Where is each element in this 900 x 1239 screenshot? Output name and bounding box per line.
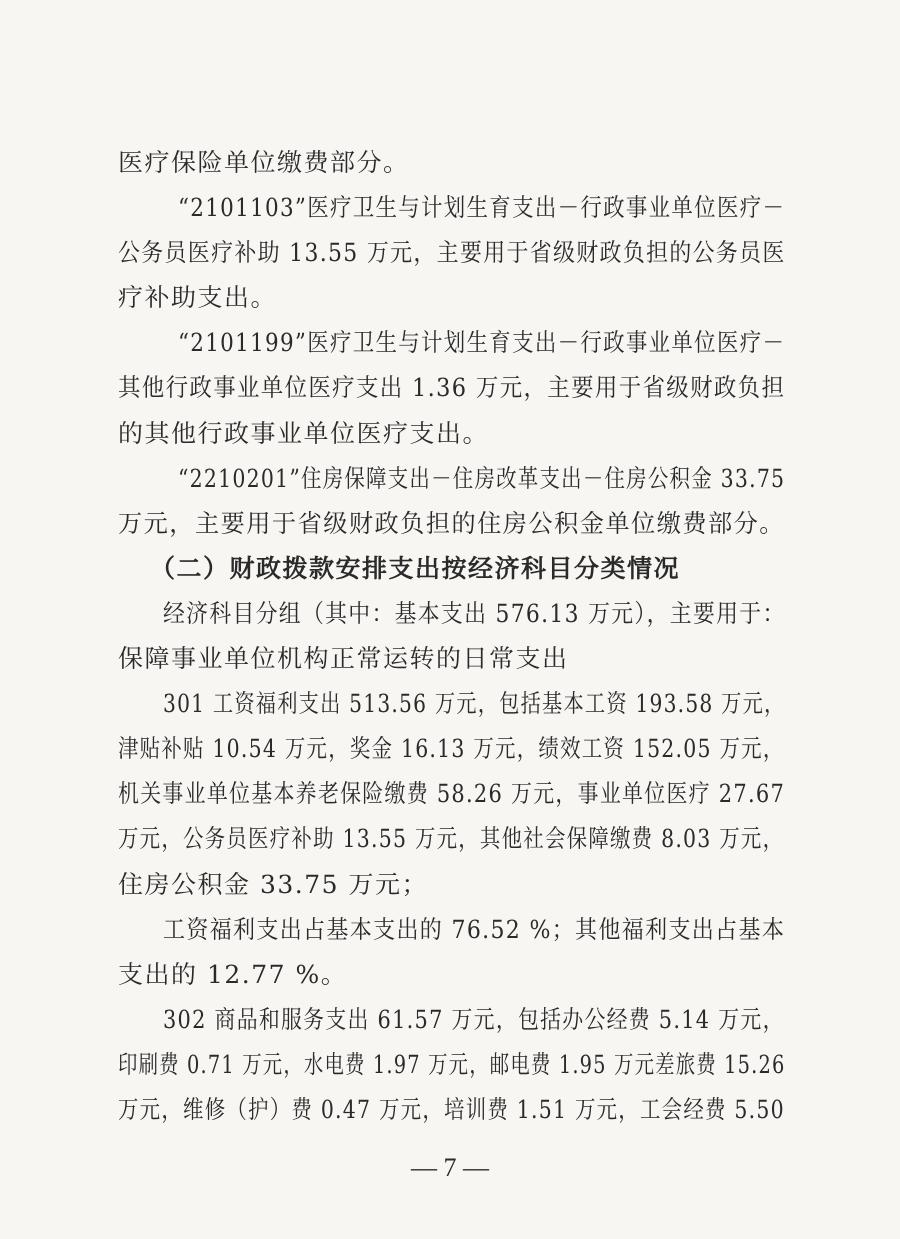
line-text: 机关事业单位基本养老保险缴费 58.26 万元，事业单位医疗 27.67	[118, 779, 786, 808]
line-text: “2101199”医疗卫生与计划生育支出－行政事业单位医疗－	[178, 328, 786, 357]
line-text: “2210201”住房保障支出－住房改革支出－住房公积金 33.75	[178, 464, 786, 493]
line-text: 住房公积金 33.75 万元；	[118, 870, 428, 899]
line-text: 万元，维修（护）费 0.47 万元，培训费 1.51 万元，工会经费 5.50	[118, 1095, 785, 1124]
line-text: 万元，主要用于省级财政负担的住房公积金单位缴费部分。	[118, 509, 785, 538]
heading-text: （二）财政拨款安排支出按经济科目分类情况	[150, 554, 681, 583]
line-text: 302 商品和服务支出 61.57 万元，包括办公经费 5.14 万元，	[163, 1005, 785, 1034]
line-text: 疗补助支出。	[118, 283, 278, 312]
line-text: 经济科目分组（其中：基本支出 576.13 万元），主要用于：	[163, 599, 786, 628]
page-number: — 7 —	[411, 1153, 489, 1182]
line-text: 医疗保险单位缴费部分。	[118, 148, 410, 177]
line-text: 万元，公务员医疗补助 13.55 万元，其他社会保障缴费 8.03 万元，	[118, 824, 785, 853]
line-text: “2101103”医疗卫生与计划生育支出－行政事业单位医疗－	[178, 193, 786, 222]
line-text: 工资福利支出占基本支出的 76.52 %；其他福利支出占基本	[163, 915, 786, 944]
line-text: 印刷费 0.71 万元，水电费 1.97 万元，邮电费 1.95 万元差旅费 15.26	[118, 1050, 786, 1079]
line-text: 的其他行政事业单位医疗支出。	[118, 419, 490, 448]
line-text: 301 工资福利支出 513.56 万元，包括基本工资 193.58 万元，	[163, 689, 786, 718]
line-text: 公务员医疗补助 13.55 万元，主要用于省级财政负担的公务员医	[118, 238, 786, 267]
line-text: 津贴补贴 10.54 万元，奖金 16.13 万元，绩效工资 152.05 万元，	[118, 734, 785, 763]
line-text: 保障事业单位机构正常运转的日常支出	[118, 644, 569, 673]
line-text: 其他行政事业单位医疗支出 1.36 万元，主要用于省级财政负担	[118, 373, 786, 402]
line-text: 支出的 12.77 %。	[118, 960, 348, 989]
